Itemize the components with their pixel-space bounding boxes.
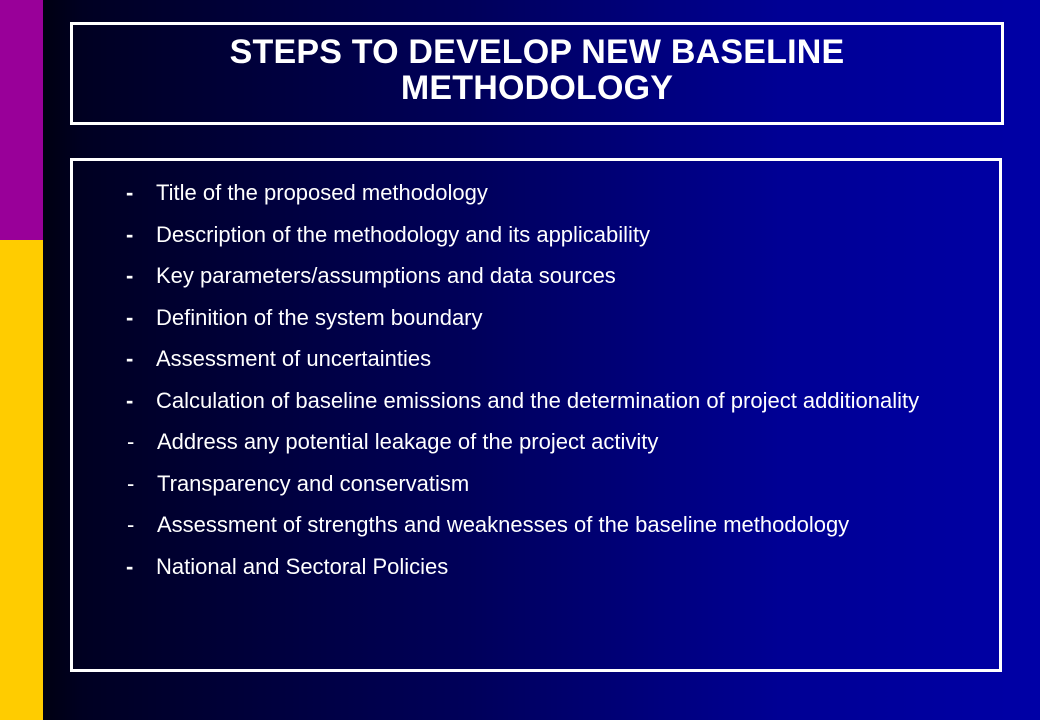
bullet-dash: - [127, 512, 135, 537]
slide-title-line-2: METHODOLOGY [400, 68, 674, 107]
bullet-dash: - [127, 470, 135, 496]
list-item-text: Assessment of uncertainties [156, 346, 432, 371]
list-item-text: Address any potential leakage of the project activity [157, 429, 659, 454]
list-item [126, 463, 996, 505]
slide-title [230, 34, 845, 114]
list-item-text: Title of the proposed methodology [156, 180, 488, 205]
list-item-text: Assessment of strengths and weaknesses of the baseline methodology [157, 512, 850, 537]
title-box [70, 22, 1004, 125]
list-item [126, 504, 996, 546]
list-item-text: Transparency and conservatism [157, 470, 470, 496]
list-item [126, 297, 996, 339]
steps-list [126, 172, 996, 587]
list-item-text: Definition of the system boundary [156, 304, 483, 330]
list-item-text: National and Sectoral Policies [156, 553, 449, 579]
list-item [126, 214, 996, 256]
list-item-text: Calculation of baseline emissions and the determination of project additionality [156, 387, 920, 413]
bullet-dash: - [126, 346, 134, 371]
list-item [126, 172, 996, 214]
side-accent-bar-yellow [0, 240, 43, 720]
bullet-dash: - [126, 263, 134, 288]
side-accent-bar-purple [0, 0, 43, 240]
slide-title-line-1: STEPS TO DEVELOP NEW BASELINE [229, 32, 845, 71]
bullet-dash: - [126, 180, 134, 205]
bullet-dash: - [126, 221, 134, 247]
list-item [126, 421, 996, 463]
list-item [126, 546, 996, 588]
list-item-text: Key parameters/assumptions and data sources [156, 263, 616, 288]
bullet-dash: - [126, 553, 134, 579]
list-item-text: Description of the methodology and its applicability [156, 221, 651, 247]
list-item [126, 338, 996, 380]
list-item [126, 255, 996, 297]
content-box [70, 158, 1002, 672]
bullet-dash: - [126, 387, 134, 413]
list-item [126, 380, 996, 422]
bullet-dash: - [126, 304, 134, 330]
bullet-dash: - [127, 429, 135, 454]
